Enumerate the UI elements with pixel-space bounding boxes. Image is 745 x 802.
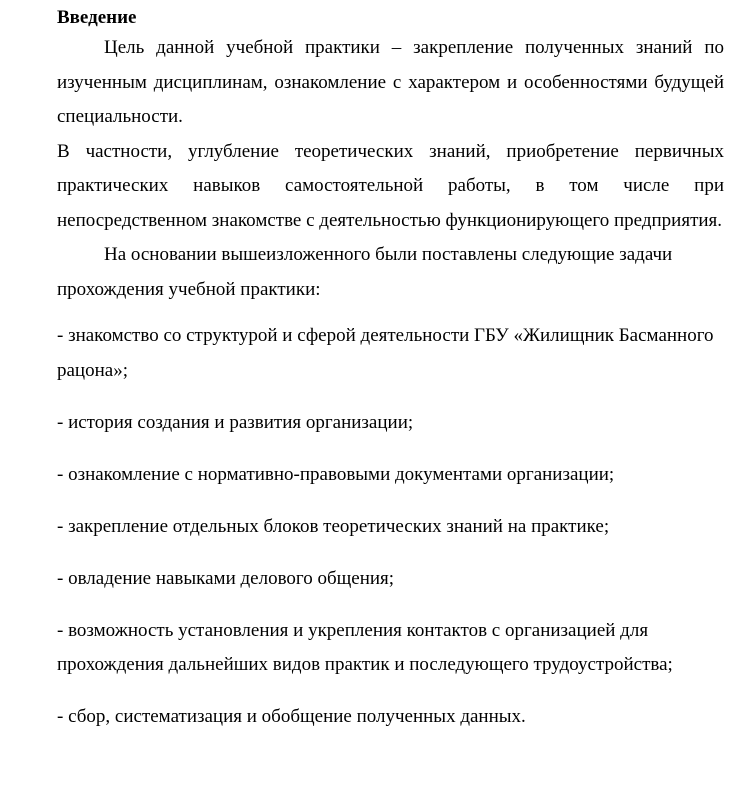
task-item-data-collection: - сбор, систематизация и обобщение полученных данных. <box>57 706 526 727</box>
task-item-contacts: - возможность установления и укрепления контактов с организацией для прохождения дальнейших видов практик и последующего трудоустройства; <box>57 619 673 675</box>
task-item-regulations: - ознакомление с нормативно-правовыми документами организации; <box>57 463 615 485</box>
task-item-theory-practice: - закрепление отдельных блоков теоретических знаний на практике; <box>57 515 610 537</box>
purpose-paragraph: Цель данной учебной практики – закрепление полученных знаний по изученным дисциплинам, ознакомление с характером и особенностями будущей специальности. <box>57 37 724 127</box>
task-item-structure: - знакомство со структурой и сферой деятельности ГБУ «Жилищник Басманного рацона»; <box>57 325 714 381</box>
tasks-list <box>57 319 724 735</box>
task-item-business-communication: - овладение навыками делового общения; <box>57 567 395 589</box>
tasks-intro-paragraph: На основании вышеизложенного были поставлены следующие задачи прохождения учебной практики: <box>57 244 673 300</box>
document-page <box>57 6 724 752</box>
task-item-history: - история создания и развития организации; <box>57 411 414 433</box>
details-paragraph: В частности, углубление теоретических знаний, приобретение первичных практических навыков самостоятельной работы, в том числе при непосредственном знакомстве с деятельностью функционирующего предприятия. <box>57 140 724 231</box>
section-title: Введение <box>57 7 137 28</box>
